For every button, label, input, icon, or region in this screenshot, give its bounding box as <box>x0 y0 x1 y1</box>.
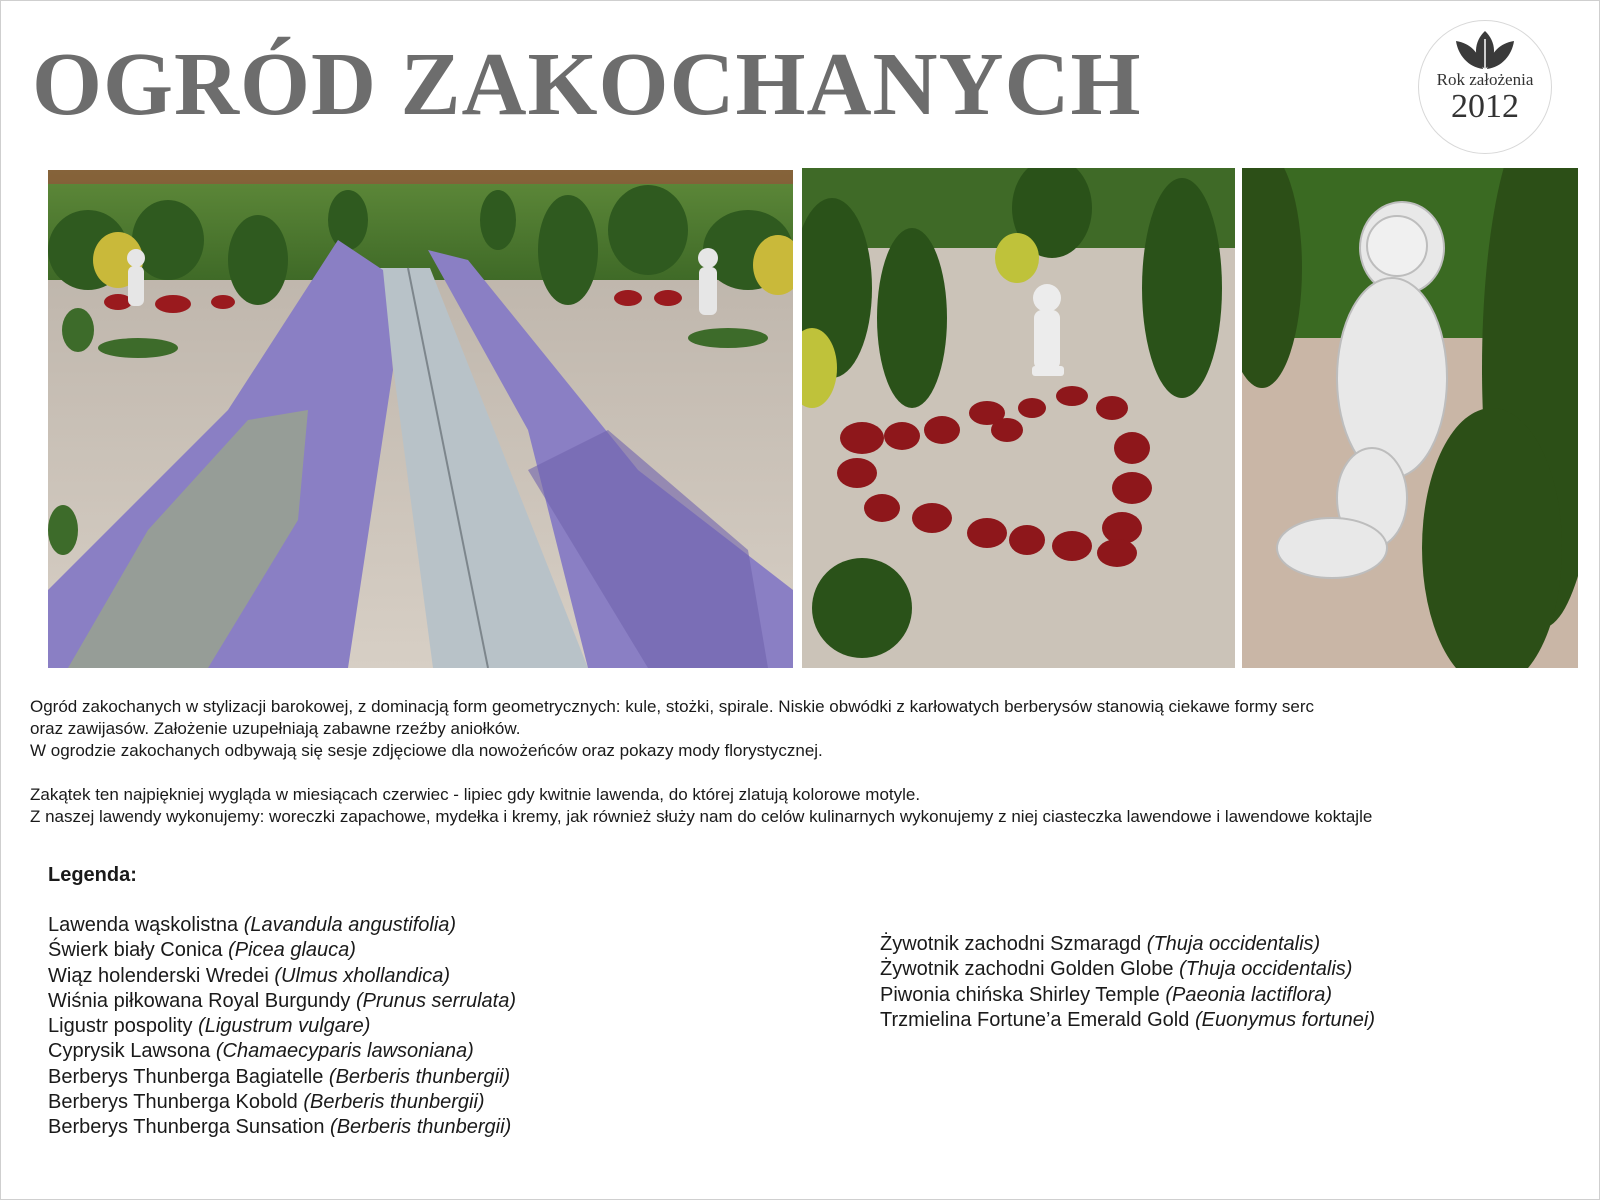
plant-name: Wiąz holenderski Wredei <box>48 964 275 987</box>
plant-name: Berberys Thunberga Kobold <box>48 1091 304 1114</box>
plant-name: Berberys Thunberga Sunsation <box>48 1116 331 1139</box>
legend-item <box>48 1090 516 1115</box>
leaves-logo-icon <box>1450 29 1520 71</box>
plant-latin-name: (Prunus serrulata) <box>355 989 516 1012</box>
legend-list-left <box>48 913 516 1141</box>
legend-item <box>880 932 1375 957</box>
legend-item <box>48 1115 516 1140</box>
plant-name: Lawenda wąskolistna <box>48 914 244 936</box>
plant-latin-name: (Berberis thunbergii) <box>303 1091 485 1114</box>
description-line: Zakątek ten najpiękniej wygląda w miesiącach czerwiec - lipiec gdy kwitnie lawenda, do której zlatują kolorowe motyle. <box>30 785 921 804</box>
plant-latin-name: (Chamaecyparis lawsoniana) <box>215 1040 474 1063</box>
legend-list-right <box>880 932 1375 1033</box>
plant-latin-name: (Lavandula angustifolia) <box>243 914 457 936</box>
badge-year: 2012 <box>1451 87 1519 125</box>
plant-name: Ligustr pospolity <box>48 1015 199 1038</box>
founding-year-badge <box>1418 20 1552 154</box>
plant-name: Cyprysik Lawsona <box>48 1040 216 1063</box>
legend-item <box>48 1039 516 1064</box>
plant-latin-name: (Berberis thunbergii) <box>328 1065 511 1088</box>
legend-item <box>48 964 516 989</box>
plant-name: Żywotnik zachodni Golden Globe <box>880 958 1180 981</box>
garden-description <box>30 696 1590 828</box>
plant-latin-name: (Paeonia lactiflora) <box>1165 983 1333 1006</box>
description-line: oraz zawijasów. Założenie uzupełniają zabawne rzeźby aniołków. <box>30 719 521 738</box>
plant-name: Piwonia chińska Shirley Temple <box>880 983 1166 1006</box>
plant-name: Trzmielina Fortune’a Emerald Gold <box>880 1008 1195 1031</box>
cherub-statue-photo <box>1242 168 1578 668</box>
legend-title: Legenda: <box>48 864 137 886</box>
legend-item <box>880 1008 1375 1033</box>
description-line: W ogrodzie zakochanych odbywają się sesje zdjęciowe dla nowożeńców oraz pokazy mody florystycznej. <box>30 741 823 760</box>
page-title: OGRÓD ZAKOCHANYCH <box>32 35 1142 134</box>
legend-item <box>48 938 516 963</box>
description-line: Z naszej lawendy wykonujemy: woreczki zapachowe, mydełka i kremy, jak również służy nam do celów kulinarnych wykonujemy z niej ciasteczka lawendowe i lawendowe koktajle <box>30 807 1373 826</box>
legend-item <box>48 1014 516 1039</box>
plant-name: Świerk biały Conica <box>48 939 229 962</box>
heart-berberis-photo <box>802 168 1235 668</box>
legend-item <box>48 1065 516 1090</box>
description-line: Ogród zakochanych w stylizacji barokowej, z dominacją form geometrycznych: kule, stożki, spirale. Niskie obwódki z karłowatych berberysów stanowią ciekawe formy serc <box>30 697 1314 716</box>
plant-name: Berberys Thunberga Bagiatelle <box>48 1065 329 1088</box>
plant-latin-name: (Euonymus fortunei) <box>1194 1008 1376 1031</box>
plant-name: Wiśnia piłkowana Royal Burgundy <box>48 989 356 1012</box>
legend-item <box>48 989 516 1014</box>
plant-latin-name: (Ulmus xhollandica) <box>274 964 451 987</box>
legend-item <box>880 957 1375 982</box>
lavender-path-photo <box>48 170 793 668</box>
legend-item <box>880 983 1375 1008</box>
plant-name: Żywotnik zachodni Szmaragd <box>880 933 1147 955</box>
plant-latin-name: (Berberis thunbergii) <box>330 1116 512 1139</box>
plant-latin-name: (Ligustrum vulgare) <box>198 1015 371 1038</box>
badge-label: Rok założenia <box>1436 70 1534 89</box>
plant-latin-name: (Picea glauca) <box>228 939 356 962</box>
plant-latin-name: (Thuja occidentalis) <box>1179 958 1353 981</box>
legend-item <box>48 913 516 938</box>
plant-latin-name: (Thuja occidentalis) <box>1146 933 1321 955</box>
